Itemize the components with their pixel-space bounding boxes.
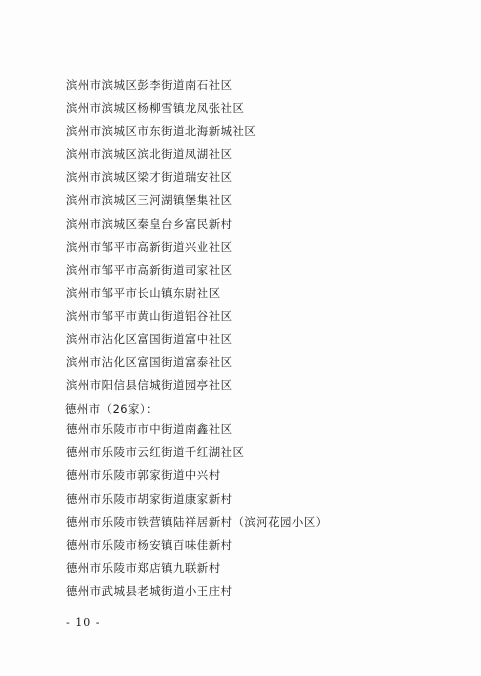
page-number: - 10 -	[66, 616, 101, 629]
list-item: 德州市乐陵市铁营镇陆祥居新村（滨河花园小区）	[66, 514, 328, 529]
list-item: 滨州市邹平市长山镇东尉社区	[66, 285, 221, 300]
list-item: 滨州市滨城区市东街道北海新城社区	[66, 124, 257, 139]
list-item: 滨州市滨城区滨北街道凤湖社区	[66, 147, 233, 162]
list-item: 滨州市邹平市黄山街道铝谷社区	[66, 308, 233, 323]
list-item: 滨州市邹平市高新街道司家社区	[66, 262, 233, 277]
list-item: 德州市乐陵市胡家街道康家新村	[66, 491, 233, 506]
list-item: 滨州市滨城区杨柳雪镇龙凤张社区	[66, 101, 245, 116]
list-item: 德州市武城县老城街道小王庄村	[66, 584, 233, 599]
list-item: 德州市乐陵市市中街道南鑫社区	[66, 422, 233, 436]
list-item: 滨州市邹平市高新街道兴业社区	[66, 239, 233, 254]
dezhou-list	[66, 418, 328, 604]
list-item: 滨州市滨城区三河湖镇堡集社区	[66, 193, 233, 208]
list-item: 德州市乐陵市郭家街道中兴村	[66, 468, 221, 483]
binzhou-list	[66, 74, 256, 421]
list-item: 滨州市滨城区彭李街道南石社区	[66, 78, 233, 92]
list-item: 德州市乐陵市郑店镇九联新村	[66, 561, 221, 576]
list-item: 滨州市阳信县信城街道园亭社区	[66, 378, 233, 393]
list-item: 滨州市沾化区富国街道富中社区	[66, 332, 233, 347]
list-item: 滨州市滨城区梁才街道瑞安社区	[66, 170, 233, 185]
list-item: 德州市乐陵市云红街道千红湖社区	[66, 445, 245, 460]
list-item: 滨州市沾化区富国街道富泰社区	[66, 355, 233, 370]
list-item: 滨州市滨城区秦皇台乡富民新村	[66, 216, 233, 231]
list-item: 德州市乐陵市杨安镇百味佳新村	[66, 537, 233, 552]
section-heading-dezhou: 德州市（26家）：	[65, 402, 159, 417]
